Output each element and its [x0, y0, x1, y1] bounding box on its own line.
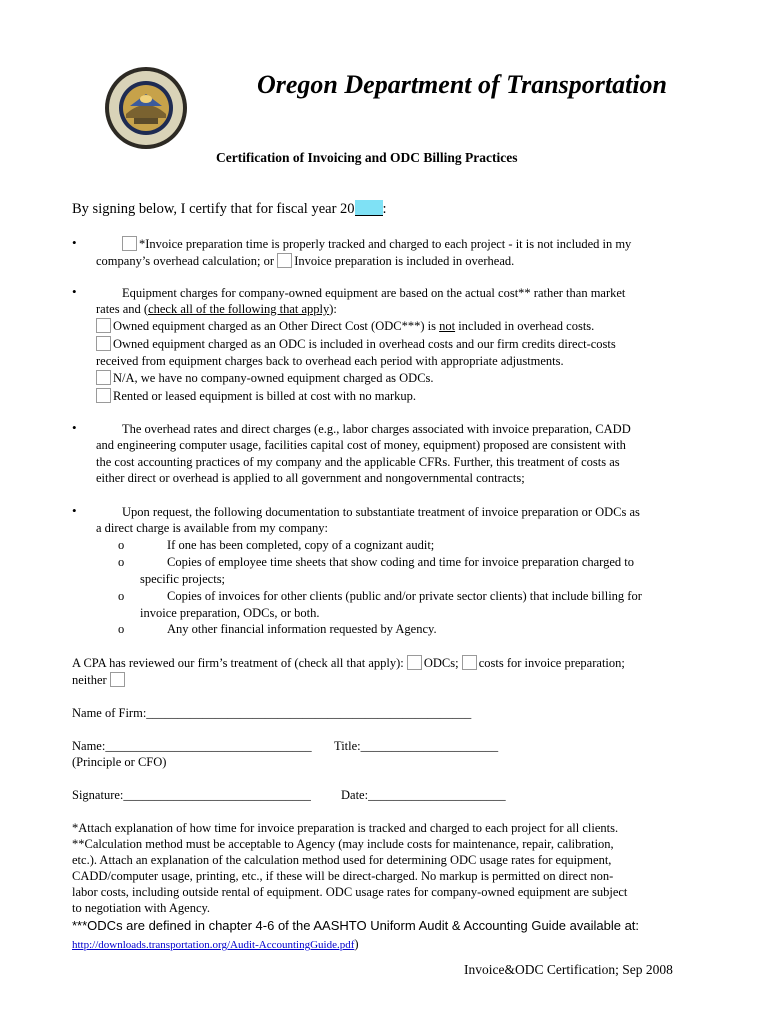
firm-name-field[interactable]: Name of Firm:____________________________________________________: [72, 706, 472, 720]
bullet-2-dot: •: [72, 284, 77, 299]
no-owned-equipment-checkbox[interactable]: [96, 370, 111, 385]
rented-equipment-checkbox[interactable]: [96, 388, 111, 403]
note-2-line-5: to negotiation with Agency.: [72, 901, 211, 915]
aashto-link-line: [72, 936, 359, 953]
equipment-option-1: [96, 318, 594, 334]
signer-name-field[interactable]: Name:_________________________________: [72, 739, 312, 753]
bullet-1-line-2: [96, 253, 514, 269]
bullet-2-line-2: [96, 301, 337, 317]
option-3-text: N/A, we have no company-owned equipment charged as ODCs.: [113, 371, 434, 385]
bullet-2-text-b: ):: [329, 302, 337, 316]
page-title: Oregon Department of Transportation: [257, 70, 668, 99]
bullet-1-line-1: [122, 236, 631, 252]
bullet-3-line-2: and engineering computer usage, facilities capital cost of money, equipment) proposed are consistent with: [96, 438, 626, 452]
cpa-odcs-label: ODCs;: [423, 656, 459, 670]
bullet-1-text-2: company’s overhead calculation; or: [96, 254, 275, 268]
equipment-option-4: [96, 388, 416, 404]
principle-label: (Principle or CFO): [72, 755, 167, 769]
date-field[interactable]: Date:______________________: [341, 788, 506, 802]
option-1-text-a: Owned equipment charged as an Other Direct Cost (ODC***) is: [113, 319, 440, 333]
cpa-invoice-costs-checkbox[interactable]: [462, 655, 477, 670]
certify-statement: [72, 200, 387, 218]
certify-suffix: :: [382, 201, 387, 217]
cpa-line-1: [72, 655, 625, 671]
note-2-line-2: etc.). Attach an explanation of the calculation method used for determining ODC usage rates for equipment,: [72, 853, 612, 867]
cpa-text: A CPA has reviewed our firm’s treatment of (check all that apply):: [72, 656, 404, 670]
option-2-text: Owned equipment charged as an ODC is included in overhead costs and our firm credits direct-costs: [113, 337, 616, 351]
bullet-2-text-underlined: check all of the following that apply: [148, 302, 330, 316]
equipment-option-2-cont: received from equipment charges back to overhead each period with appropriate adjustments.: [96, 354, 564, 368]
signer-title-field[interactable]: Title:______________________: [334, 739, 499, 753]
certify-prefix: By signing below, I certify that for fiscal year 20: [72, 201, 355, 217]
sub-bullet-4-text: Any other financial information requested by Agency.: [167, 622, 437, 636]
sub-bullet-1-mark: o: [118, 538, 125, 552]
footer-text: Invoice&ODC Certification; Sep 2008: [464, 962, 673, 977]
option-1-text-b: included in overhead costs.: [455, 319, 595, 333]
sub-bullet-3-text: Copies of invoices for other clients (public and/or private sector clients) that include billing for: [167, 589, 642, 603]
option-1-text-not: not: [439, 319, 456, 333]
note-1: *Attach explanation of how time for invoice preparation is tracked and charged to each project for all clients.: [72, 821, 619, 835]
bullet-3-line-4: either direct or overhead is applied to all government and nongovernmental contracts;: [96, 471, 525, 485]
bullet-4-line-2: a direct charge is available from my company:: [96, 521, 328, 535]
bullet-2-line-1: Equipment charges for company-owned equipment are based on the actual cost** rather than market: [122, 286, 626, 300]
signature-field[interactable]: Signature:______________________________: [72, 788, 311, 802]
invoice-overhead-checkbox[interactable]: [277, 253, 292, 268]
sub-bullet-4-mark: o: [118, 622, 125, 636]
equipment-option-2: [96, 336, 616, 352]
invoice-tracked-checkbox[interactable]: [122, 236, 137, 251]
cpa-line-2: [72, 672, 127, 688]
sub-bullet-3-text-cont: invoice preparation, ODCs, or both.: [140, 606, 320, 620]
bullet-3-dot: •: [72, 420, 77, 435]
bullet-1-text-1: *Invoice preparation time is properly tracked and charged to each project - it is not included in my: [139, 237, 632, 251]
fiscal-year-field[interactable]: [355, 200, 383, 216]
equipment-option-3: [96, 370, 434, 386]
sub-bullet-2-text: Copies of employee time sheets that show coding and time for invoice preparation charged to: [167, 555, 634, 569]
bullet-4-dot: •: [72, 503, 77, 518]
bullet-2-text-a: rates and (: [96, 302, 149, 316]
bullet-4-line-1: Upon request, the following documentation to substantiate treatment of invoice preparation or ODCs as: [122, 505, 640, 519]
document-subtitle: Certification of Invoicing and ODC Billing Practices: [216, 150, 518, 165]
owned-equipment-credit-checkbox[interactable]: [96, 336, 111, 351]
note-2-line-3: CADD/computer usage, printing, etc., if these will be direct-charged. No markup is permitted on direct non-: [72, 869, 614, 883]
owned-equipment-odc-checkbox[interactable]: [96, 318, 111, 333]
note-2-line-1: **Calculation method must be acceptable to Agency (may include costs for maintenance, repair, calibration,: [72, 837, 614, 851]
note-2-line-4: labor costs, including outside rental of equipment. ODC usage rates for company-owned equipment are subject: [72, 885, 628, 899]
sub-bullet-2-mark: o: [118, 555, 125, 569]
cpa-neither-label: neither: [72, 673, 107, 687]
bullet-3-line-1: The overhead rates and direct charges (e.g., labor charges associated with invoice preparation, CADD: [122, 422, 631, 436]
cpa-neither-checkbox[interactable]: [110, 672, 125, 687]
cpa-invoice-costs-label: costs for invoice preparation;: [478, 656, 625, 670]
bullet-1-text-3: Invoice preparation is included in overhead.: [294, 254, 515, 268]
option-4-text: Rented or leased equipment is billed at cost with no markup.: [113, 389, 417, 403]
link-suffix: ): [354, 937, 359, 951]
cpa-odcs-checkbox[interactable]: [407, 655, 422, 670]
sub-bullet-1-text: If one has been completed, copy of a cognizant audit;: [167, 538, 435, 552]
note-3: ***ODCs are defined in chapter 4-6 of the AASHTO Uniform Audit & Accounting Guide available at:: [72, 918, 640, 933]
oregon-seal-logo: [104, 66, 188, 150]
sub-bullet-2-text-cont: specific projects;: [140, 572, 226, 586]
bullet-1-dot: •: [72, 235, 77, 250]
aashto-guide-link[interactable]: http://downloads.transportation.org/Audit-AccountingGuide.pdf: [72, 939, 355, 951]
bullet-3-line-3: the cost accounting practices of my company and the applicable CFRs. Further, this treatment of costs as: [96, 455, 620, 469]
sub-bullet-3-mark: o: [118, 589, 125, 603]
